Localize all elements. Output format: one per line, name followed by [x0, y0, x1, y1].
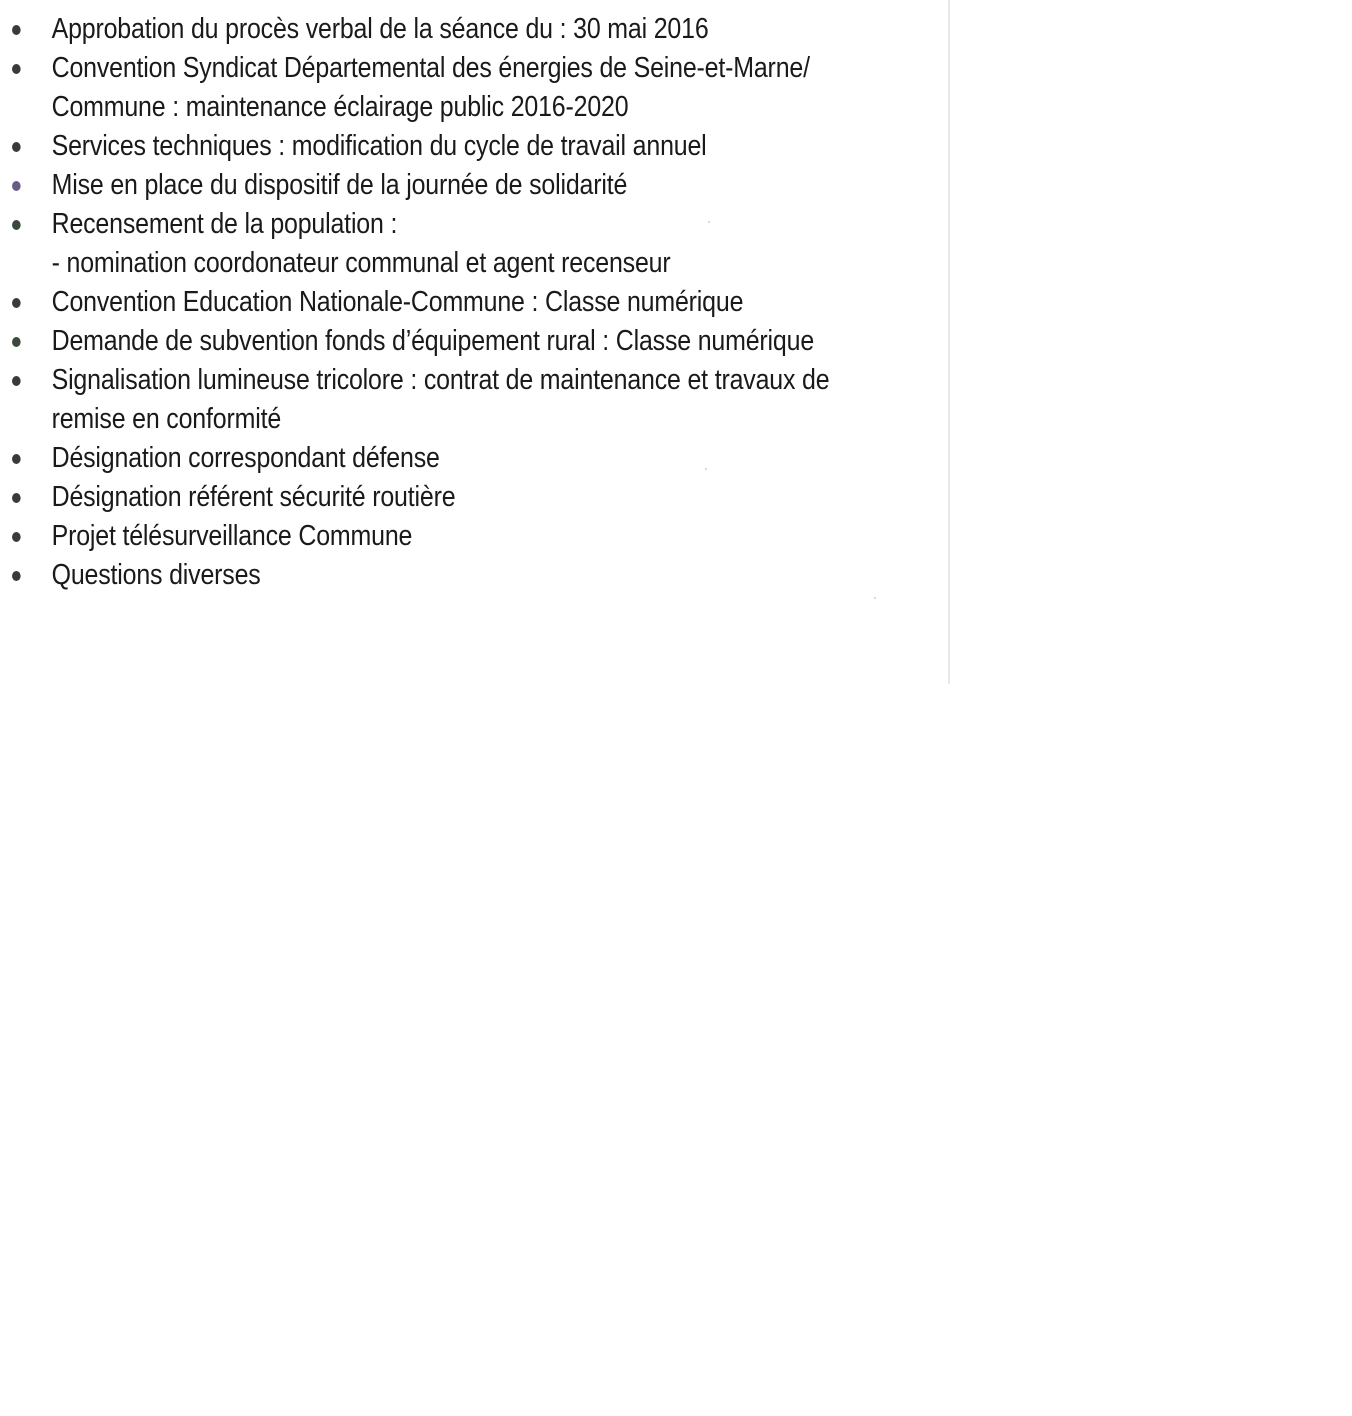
- scan-speck: [874, 597, 876, 599]
- agenda-item-text: remise en conformité: [51, 403, 282, 435]
- agenda-item: [0, 127, 774, 166]
- bullet-icon: [12, 25, 21, 35]
- agenda-item: [0, 517, 774, 556]
- bullet-icon: [12, 571, 21, 581]
- agenda-item: [0, 166, 774, 205]
- agenda-item: [0, 283, 774, 322]
- agenda-item-text: Demande de subvention fonds d’équipement rural : Classe numérique: [51, 325, 815, 357]
- agenda-item-text: Désignation référent sécurité routière: [51, 481, 456, 513]
- agenda-item-text: Commune : maintenance éclairage public 2016-2020: [51, 91, 629, 123]
- agenda-item-text: Mise en place du dispositif de la journée de solidarité: [51, 169, 628, 201]
- bullet-icon: [12, 454, 21, 464]
- bullet-icon: [12, 142, 21, 152]
- agenda-item: [0, 556, 774, 595]
- agenda-item: [0, 439, 774, 478]
- agenda-item-text: Signalisation lumineuse tricolore : contrat de maintenance et travaux de: [51, 364, 830, 396]
- bullet-icon: [12, 493, 21, 503]
- bullet-icon: [12, 181, 21, 191]
- agenda-item-text: Questions diverses: [51, 559, 261, 591]
- agenda-item: [0, 205, 774, 283]
- bullet-icon: [12, 220, 21, 230]
- bullet-icon: [12, 376, 21, 386]
- bullet-icon: [12, 64, 21, 74]
- agenda-item: [0, 10, 774, 49]
- agenda-item-text: - nomination coordonateur communal et agent recenseur: [51, 247, 671, 279]
- agenda-item-text: Convention Education Nationale-Commune : Classe numérique: [51, 286, 744, 318]
- agenda-item: [0, 361, 830, 439]
- agenda-item-text: Services techniques : modification du cycle de travail annuel: [51, 130, 707, 162]
- agenda-item: [0, 322, 815, 361]
- agenda-item: [0, 49, 810, 127]
- agenda-list: [0, 10, 900, 595]
- scan-edge-line: [948, 0, 950, 684]
- agenda-item-text: Désignation correspondant défense: [51, 442, 440, 474]
- bullet-icon: [12, 532, 21, 542]
- agenda-item-text: Projet télésurveillance Commune: [51, 520, 413, 552]
- agenda-item-text: Convention Syndicat Départemental des énergies de Seine-et-Marne/: [51, 52, 810, 84]
- agenda-item-text: Recensement de la population :: [51, 208, 398, 240]
- bullet-icon: [12, 337, 21, 347]
- bullet-icon: [12, 298, 21, 308]
- agenda-item: [0, 478, 774, 517]
- agenda-item-text: Approbation du procès verbal de la séance du : 30 mai 2016: [51, 13, 709, 45]
